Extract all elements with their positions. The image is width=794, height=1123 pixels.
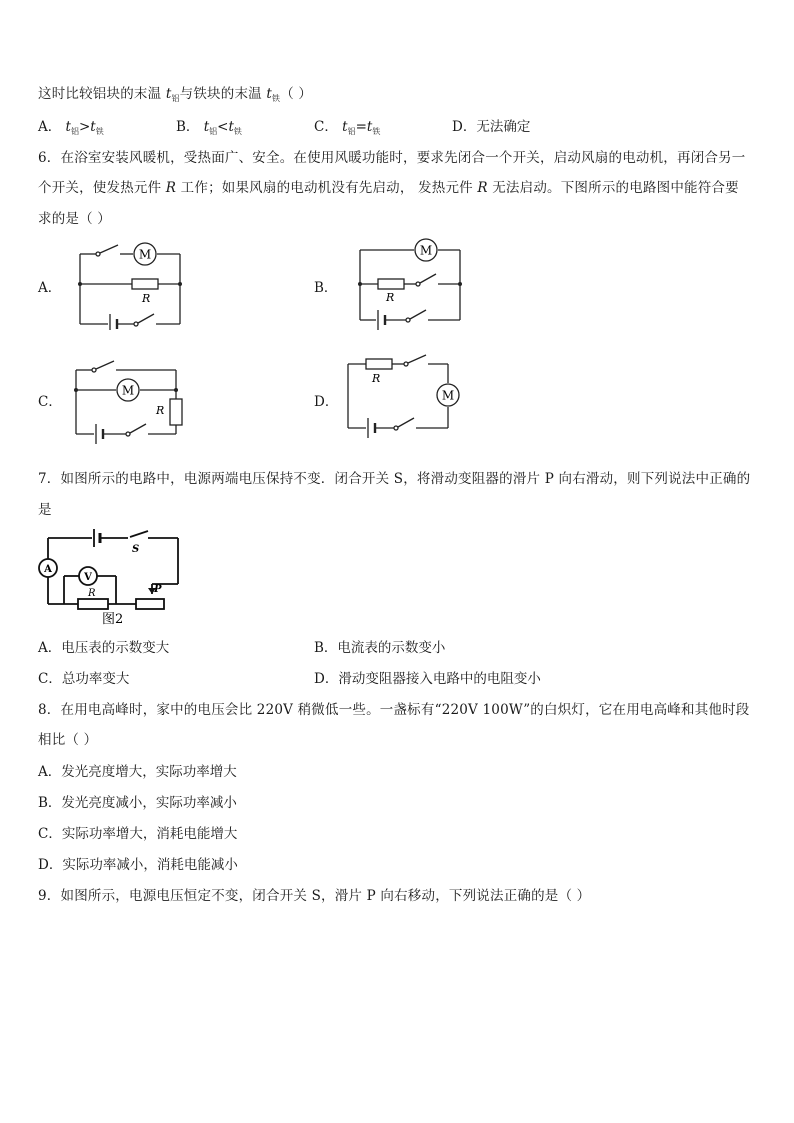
q7-option-c[interactable]: C．总功率变大 — [38, 671, 130, 687]
slider-label: P — [154, 584, 162, 595]
resistor-label: R — [88, 588, 96, 599]
q6-option-a-label[interactable]: A． — [38, 280, 62, 296]
q8-option-c[interactable]: C．实际功率增大，消耗电能增大 — [38, 826, 238, 842]
q7-stem-line1: 7．如图所示的电路中，电源两端电压保持不变．闭合开关 S，将滑动变阻器的滑片 P 向右滑动，则下列说法中正确的 — [38, 471, 751, 487]
q5-option-b[interactable]: B． $t_铝<t_铁$ — [176, 119, 242, 136]
q6-stem-line3: 求的是（ ） — [38, 211, 111, 227]
ammeter-label: A — [44, 564, 52, 575]
q5-stem-tail: 这时比较铝块的末温 $t_铝$与铁块的末温 $t_铁$（ ） — [38, 86, 313, 103]
q8-stem-line2: 相比（ ） — [38, 732, 98, 748]
motor-symbol: M — [138, 247, 152, 262]
q7-option-a[interactable]: A．电压表的示数变大 — [38, 640, 170, 656]
q6-option-d-label[interactable]: D． — [314, 394, 339, 410]
q6-stem-line2: 个开关，使发热元件 R 工作；如果风扇的电动机没有先启动， 发热元件 R 无法启动。下图所示的电路图中能符合要 — [38, 180, 739, 196]
q6-circuit-d — [338, 350, 468, 442]
q6-option-b-label[interactable]: B． — [314, 280, 338, 296]
q7-option-d[interactable]: D．滑动变阻器接入电路中的电阻变小 — [314, 671, 541, 687]
q6-option-c-label[interactable]: C． — [38, 394, 62, 410]
q8-option-b[interactable]: B．发光亮度减小，实际功率减小 — [38, 795, 237, 811]
q7-option-b[interactable]: B．电流表的示数变小 — [314, 640, 446, 656]
q5-option-d[interactable]: D．无法确定 — [452, 119, 531, 135]
resistor-label: R — [386, 291, 395, 304]
motor-symbol: M — [419, 243, 433, 258]
q6-circuit-a — [70, 236, 190, 330]
q6-circuit-c — [66, 352, 190, 444]
q5-option-a[interactable]: A． $t_铝>t_铁$ — [38, 119, 104, 136]
q5-option-c[interactable]: C． $t_铝=t_铁$ — [314, 119, 381, 136]
q8-stem-line1: 8．在用电高峰时，家中的电压会比 220V 稍微低一些。一盏标有“220V 100W”的白炽灯，它在用电高峰和其他时段 — [38, 702, 750, 718]
motor-symbol: M — [441, 388, 455, 403]
q7-stem-line2: 是 — [38, 502, 52, 518]
q8-option-d[interactable]: D．实际功率减小，消耗电能减小 — [38, 857, 238, 873]
q7-circuit-figure — [36, 526, 186, 626]
resistor-label: R — [142, 292, 151, 305]
q9-stem-line1: 9．如图所示，电源电压恒定不变，闭合开关 S，滑片 P 向右移动，下列说法正确的是（ ） — [38, 888, 591, 904]
figure-caption: 图2 — [102, 612, 124, 626]
motor-symbol: M — [121, 383, 135, 398]
q6-circuit-b — [350, 236, 470, 330]
voltmeter-label: V — [84, 572, 92, 583]
resistor-label: R — [156, 404, 165, 417]
q8-option-a[interactable]: A．发光亮度增大，实际功率增大 — [38, 764, 237, 780]
switch-label: S — [132, 544, 140, 555]
q6-stem-line1: 6．在浴室安装风暖机，受热面广、安全。在使用风暖功能时，要求先闭合一个开关，启动风扇的电动机，再闭合另一 — [38, 150, 746, 166]
resistor-label: R — [372, 372, 381, 385]
